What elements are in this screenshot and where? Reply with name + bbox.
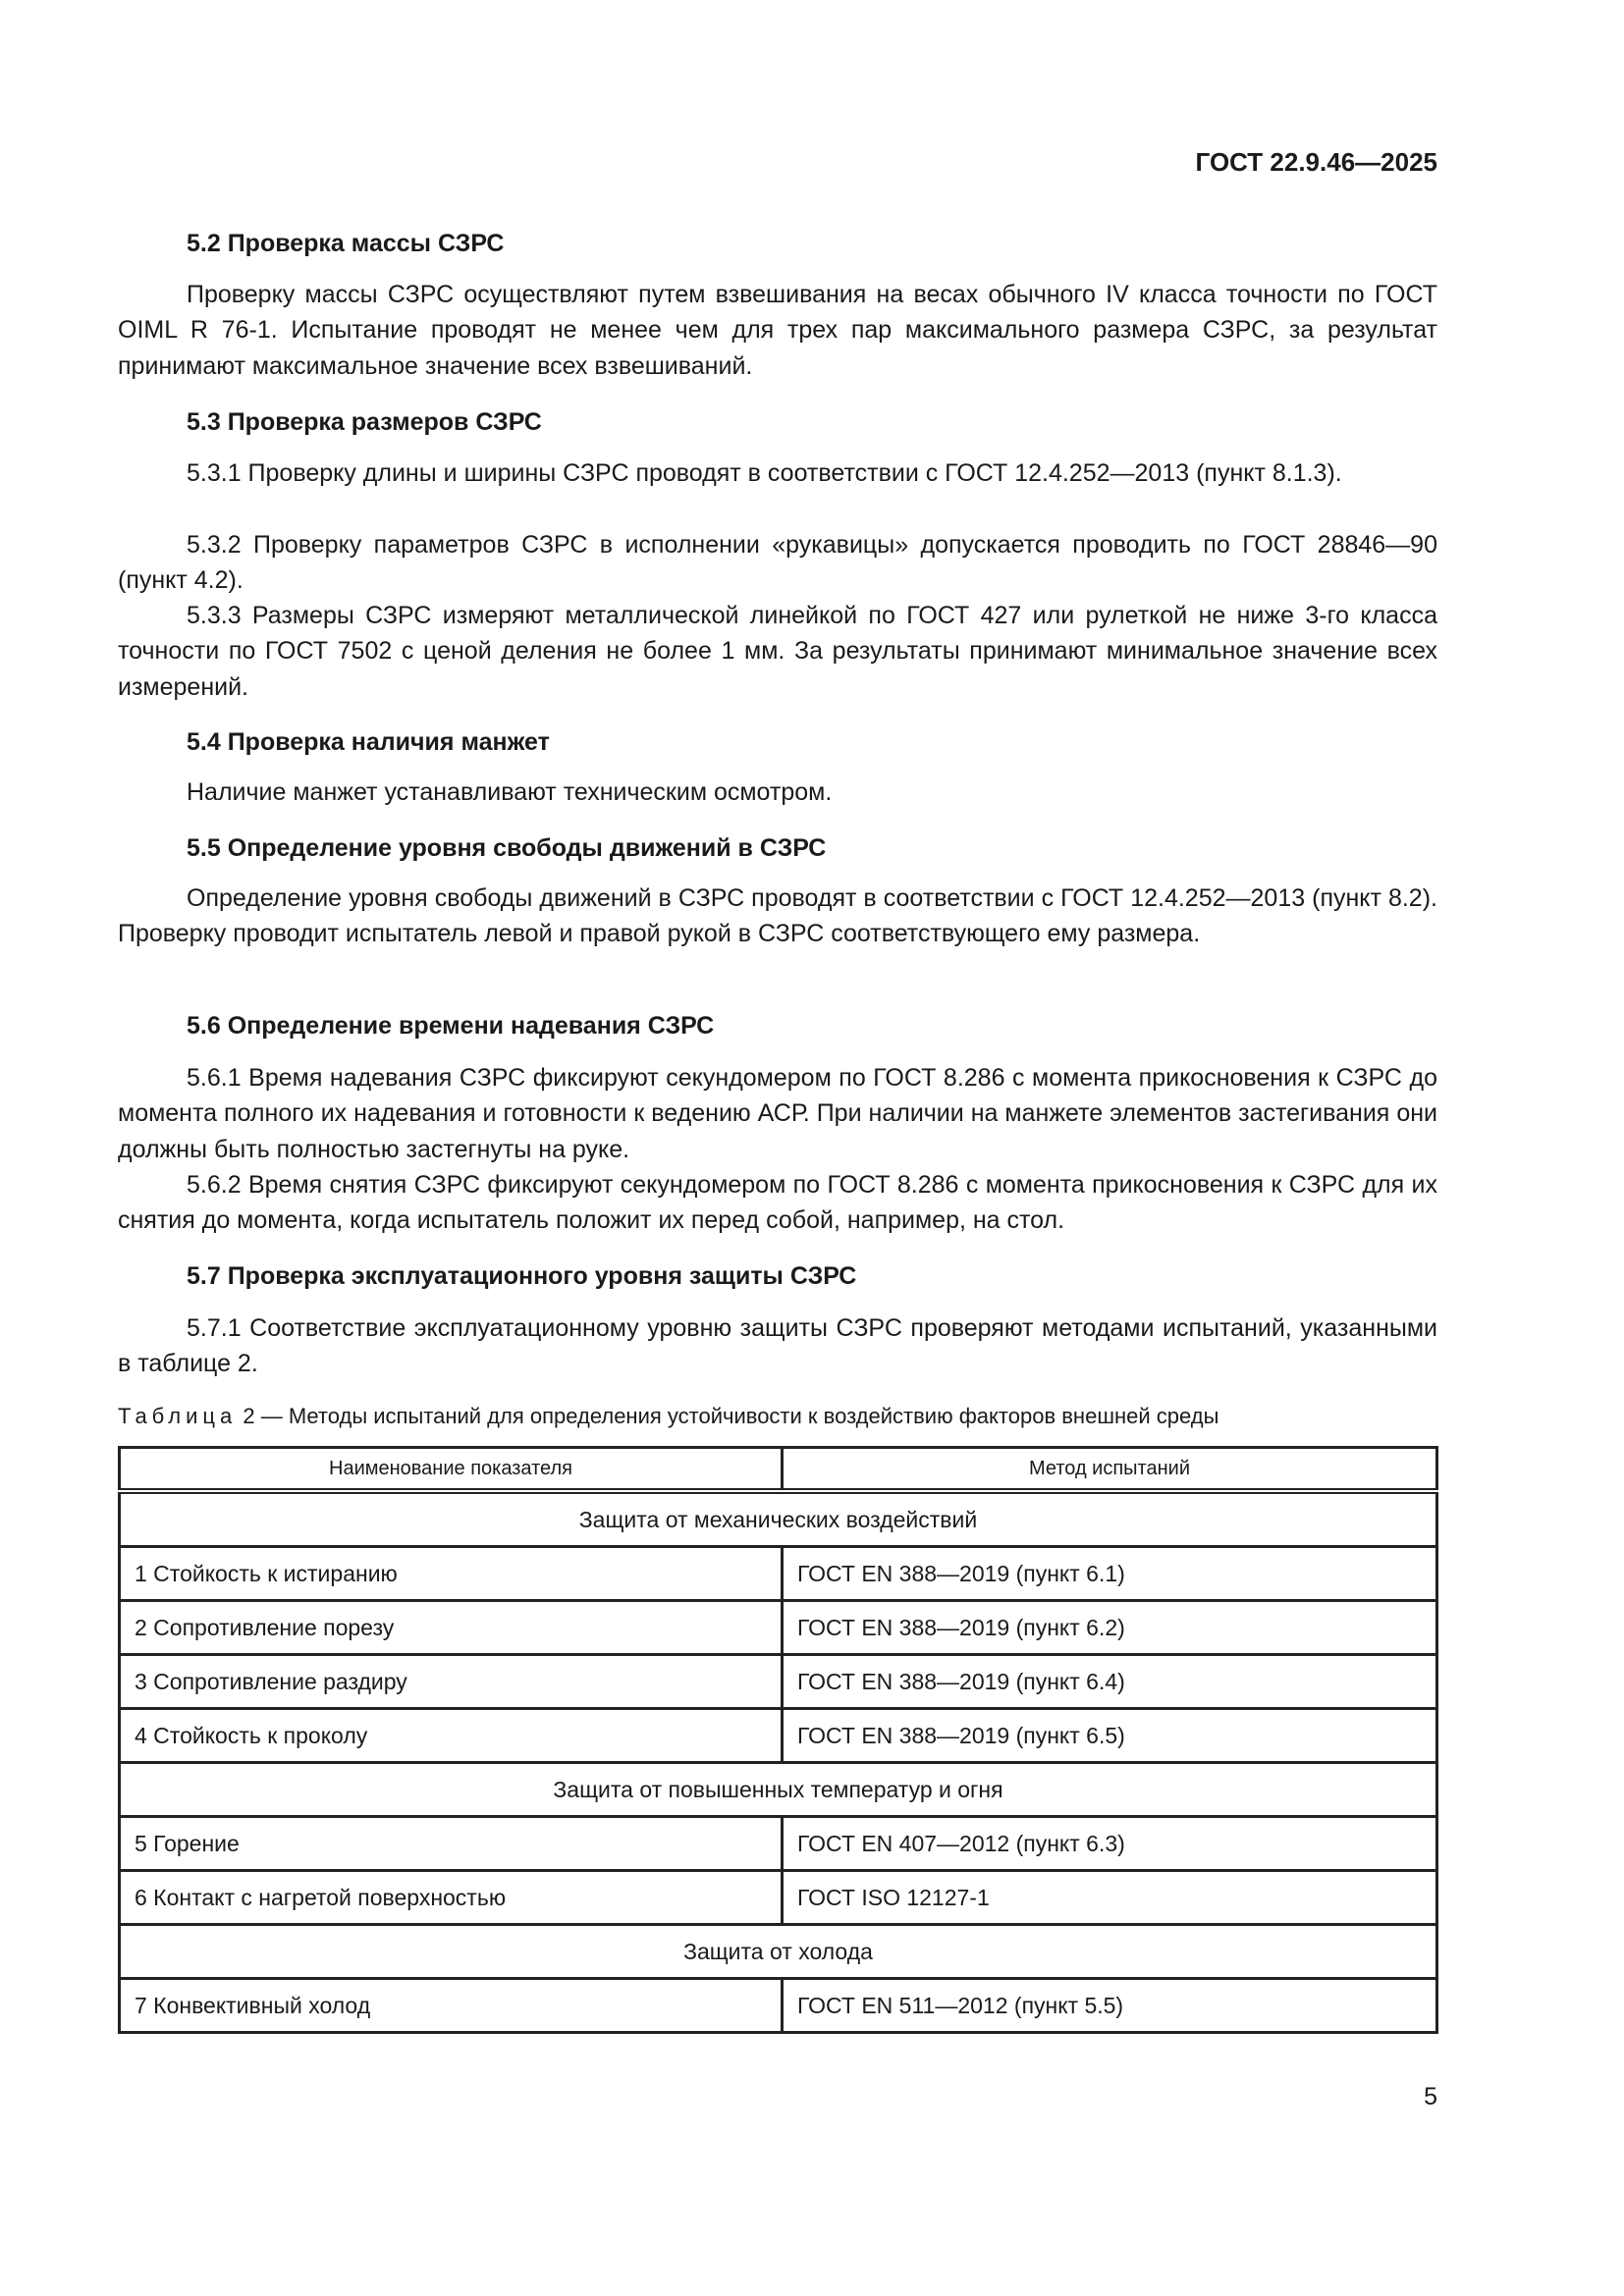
method-cell: ГОСТ EN 511—2012 (пункт 5.5): [783, 1979, 1437, 2033]
section-heading: 5.7 Проверка эксплуатационного уровня защиты СЗРС: [187, 1262, 857, 1290]
paragraph: 5.3.2 Проверку параметров СЗРС в исполнении «рукавицы» допускается проводить по ГОСТ 28846—90 (пункт 4.2).: [118, 531, 1437, 595]
section-heading: 5.5 Определение уровня свободы движений в СЗРС: [187, 834, 827, 862]
table-header-row: [120, 1448, 1437, 1492]
indicator-cell: 4 Стойкость к проколу: [120, 1709, 783, 1763]
paragraph: Определение уровня свободы движений в СЗРС проводят в соответствии с ГОСТ 12.4.252—2013 (пункт 8.2). Проверку проводит испытатель левой и правой рукой в СЗРС соответствующего ему размера.: [118, 884, 1437, 948]
section-heading: 5.3 Проверка размеров СЗРС: [187, 408, 542, 436]
group-row: [120, 1491, 1437, 1547]
group-title: Защита от механических воздействий: [120, 1491, 1437, 1547]
table-row: [120, 1871, 1437, 1925]
methods-table: [118, 1446, 1438, 2034]
table-row: [120, 1817, 1437, 1871]
document-header-id: ГОСТ 22.9.46—2025: [1195, 147, 1437, 177]
column-header: Метод испытаний: [783, 1448, 1437, 1492]
group-row: [120, 1763, 1437, 1817]
column-header: Наименование показателя: [120, 1448, 783, 1492]
paragraph: Наличие манжет устанавливают техническим осмотром.: [187, 778, 833, 806]
table-caption: [118, 1401, 1218, 1432]
paragraph: 5.7.1 Соответствие эксплуатационному уровню защиты СЗРС проверяют методами испытаний, указанными в таблице 2.: [118, 1314, 1437, 1378]
section-heading: 5.4 Проверка наличия манжет: [187, 728, 550, 756]
indicator-cell: 5 Горение: [120, 1817, 783, 1871]
group-title: Защита от холода: [120, 1925, 1437, 1979]
indicator-cell: 3 Сопротивление раздиру: [120, 1655, 783, 1709]
section-heading: 5.2 Проверка массы СЗРС: [187, 230, 505, 257]
paragraph: 5.6.2 Время снятия СЗРС фиксируют секундомером по ГОСТ 8.286 с момента прикосновения к СЗРС для их снятия до момента, когда испытатель положит их перед собой, например, на стол.: [118, 1171, 1437, 1235]
indicator-cell: 2 Сопротивление порезу: [120, 1601, 783, 1655]
method-cell: ГОСТ EN 388—2019 (пункт 6.4): [783, 1655, 1437, 1709]
method-cell: ГОСТ EN 388—2019 (пункт 6.5): [783, 1709, 1437, 1763]
table-row: [120, 1601, 1437, 1655]
paragraph: Проверку массы СЗРС осуществляют путем взвешивания на весах обычного IV класса точности по ГОСТ OIML R 76-1. Испытание проводят не менее чем для трех пар максимального размера СЗРС, за результат принимают максимальное значение всех взвешиваний.: [118, 281, 1437, 380]
method-cell: ГОСТ EN 388—2019 (пункт 6.1): [783, 1547, 1437, 1601]
table-row: [120, 1655, 1437, 1709]
method-cell: ГОСТ ISO 12127-1: [783, 1871, 1437, 1925]
indicator-cell: 7 Конвективный холод: [120, 1979, 783, 2033]
paragraph: 5.6.1 Время надевания СЗРС фиксируют секундомером по ГОСТ 8.286 с момента прикосновения к СЗРС до момента полного их надевания и готовности к ведению АСР. При наличии на манжете элементов застегивания они должны быть полностью застегнуты на руке.: [118, 1064, 1437, 1163]
paragraph: 5.3.1 Проверку длины и ширины СЗРС проводят в соответствии с ГОСТ 12.4.252—2013 (пункт 8.1.3).: [187, 459, 1342, 487]
group-title: Защита от повышенных температур и огня: [120, 1763, 1437, 1817]
table-row: [120, 1547, 1437, 1601]
paragraph: 5.3.3 Размеры СЗРС измеряют металлической линейкой по ГОСТ 427 или рулеткой не ниже 3-го класса точности по ГОСТ 7502 с ценой деления не более 1 мм. За результаты принимают минимальное значение всех измерений.: [118, 602, 1437, 701]
indicator-cell: 6 Контакт с нагретой поверхностью: [120, 1871, 783, 1925]
page-number: 5: [1424, 2083, 1437, 2110]
group-row: [120, 1925, 1437, 1979]
method-cell: ГОСТ EN 388—2019 (пункт 6.2): [783, 1601, 1437, 1655]
indicator-cell: 1 Стойкость к истиранию: [120, 1547, 783, 1601]
table-row: [120, 1709, 1437, 1763]
table-row: [120, 1979, 1437, 2033]
table-caption-label: Таблица: [118, 1404, 238, 1428]
section-heading: 5.6 Определение времени надевания СЗРС: [187, 1012, 715, 1040]
table-caption-text: 2 — Методы испытаний для определения устойчивости к воздействию факторов внешней среды: [237, 1404, 1219, 1428]
method-cell: ГОСТ EN 407—2012 (пункт 6.3): [783, 1817, 1437, 1871]
